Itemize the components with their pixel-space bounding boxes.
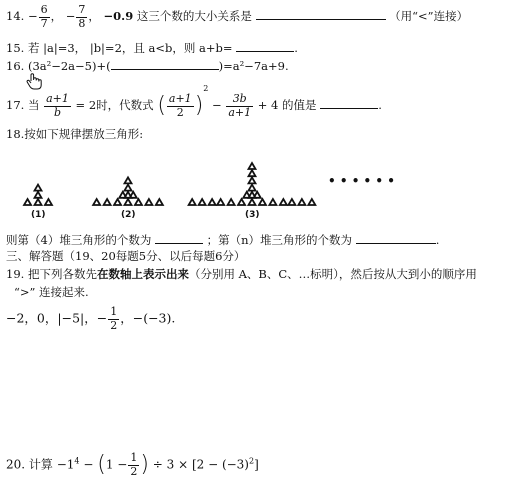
triangle-shape — [35, 185, 42, 191]
question-19-line2: “>” 连接起来. — [14, 285, 89, 299]
triangle-shape — [243, 192, 250, 198]
question-19-line1: 19. 把下列各数先在数轴上表示出来（分别用 A、B、C、…标明），然后按从大到小的顺序用 — [6, 267, 477, 281]
triangle-shape — [269, 199, 276, 205]
fraction: $\frac{7}{8}$ — [78, 3, 86, 30]
answer-blank[interactable] — [111, 58, 219, 70]
triangle-shape — [135, 199, 142, 205]
fraction: $\frac{1}{2}$ — [130, 451, 138, 478]
fraction: $\frac{1}{2}$ — [110, 305, 118, 332]
triangle-shape — [24, 199, 31, 205]
pile-label: (3) — [245, 210, 260, 220]
triangle-shape — [35, 199, 42, 205]
triangle-shape — [288, 199, 295, 205]
fraction: $\frac{3b}{a+1}$ — [228, 91, 252, 119]
question-17: 17. 当 $\frac{a+1}{b}$ = 2时，代数式 ( $\frac{a+1}{2}$ )$^2$ − $\frac{3b}{a+1}$ + 4 的值是 . — [6, 84, 382, 119]
triangle-shape — [125, 185, 132, 191]
question-18-answer: 则第（4）堆三角形的个数为 ；第（n）堆三角形的个数为 . — [6, 233, 440, 247]
triangle-shape — [254, 192, 261, 198]
triangle-shape — [145, 199, 152, 205]
triangle-shape — [130, 192, 137, 198]
triangle-shape — [249, 177, 256, 183]
question-20: 20. 计算 $-1^4 - (1$ − $\frac{1}{2}$ ) ÷ $3 \times [2 - (-3)^2]$ — [6, 451, 259, 478]
fraction: $\frac{6}{7}$ — [40, 3, 48, 30]
answer-blank[interactable] — [320, 97, 378, 109]
triangle-shape — [199, 199, 206, 205]
triangle-shape — [298, 199, 305, 205]
triangle-shape — [156, 199, 163, 205]
triangle-shape — [125, 177, 132, 183]
triangle-pattern-figure — [0, 160, 510, 220]
triangle-shape — [209, 199, 216, 205]
triangle-shape — [249, 199, 256, 205]
question-18-title: 18.按如下规律摆放三角形: — [6, 127, 144, 141]
answer-blank[interactable] — [236, 40, 294, 52]
triangle-shape — [249, 170, 256, 176]
fraction: $\frac{a+1}{2}$ — [168, 91, 192, 119]
triangle-shape — [308, 199, 315, 205]
triangle-shape — [35, 192, 42, 198]
triangle-shape — [249, 163, 256, 169]
triangle-shape — [119, 192, 126, 198]
question-16: 16. (3a²−2a−5)+( )=a²−7a+9. — [6, 59, 289, 73]
pile-label: (2) — [121, 210, 136, 220]
fraction: $\frac{a+1}{b}$ — [46, 91, 69, 119]
section-heading: 三、解答题（19、20每题5分、以后每题6分） — [6, 249, 246, 263]
triangle-shape — [217, 199, 224, 205]
triangle-shape — [228, 199, 235, 205]
question-14: 14. − $\frac{6}{7}$ ， − $\frac{7}{8}$ ， −0.9 这三个数的大小关系是 （用“<”连接） — [6, 3, 469, 30]
triangle-shape — [104, 199, 111, 205]
answer-blank[interactable] — [356, 232, 436, 244]
answer-blank[interactable] — [256, 8, 386, 20]
question-19-numbers: −2，0，|−5|，− $\frac{1}{2}$ ，−(−3). — [6, 305, 176, 332]
triangle-shape — [45, 199, 52, 205]
question-number: 14. — [6, 9, 25, 24]
triangle-shape — [189, 199, 196, 205]
triangle-shape — [125, 199, 132, 205]
triangle-shape — [249, 185, 256, 191]
triangle-shape — [93, 199, 100, 205]
triangle-shape — [238, 199, 245, 205]
triangle-shape — [259, 199, 266, 205]
triangle-shape — [114, 199, 121, 205]
question-15: 15. 若 |a|=3， |b|=2，且 a<b，则 a+b= . — [6, 41, 298, 55]
continuation-dots: • • • • • • — [328, 174, 395, 188]
triangle-shape — [280, 199, 287, 205]
pile-label: (1) — [31, 210, 46, 220]
answer-blank[interactable] — [155, 232, 203, 244]
